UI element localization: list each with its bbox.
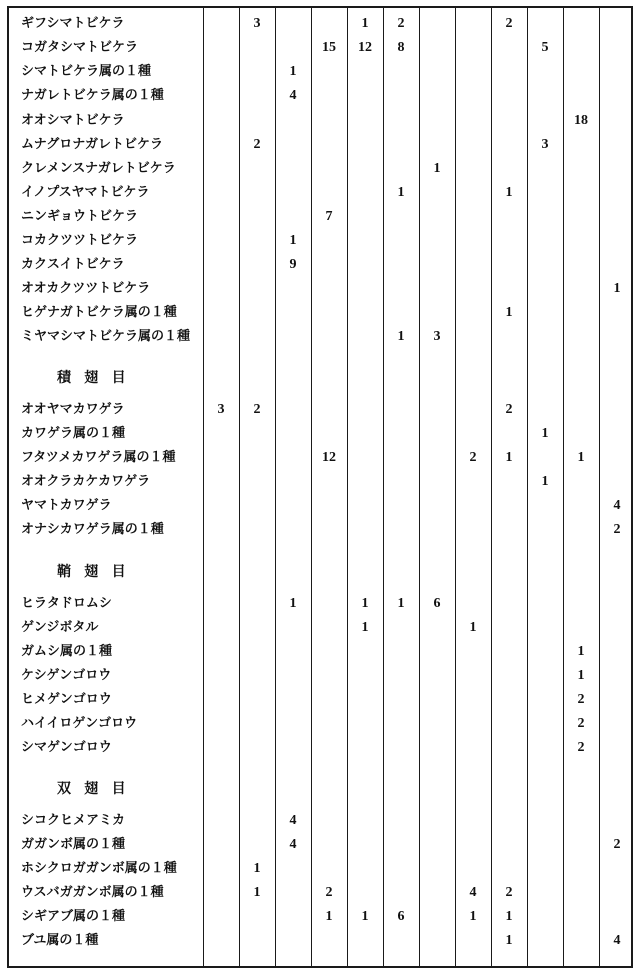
species-name: ハイイロゲンゴロウ [21,716,138,731]
count-cell: 6 [433,596,441,611]
count-cell: 4 [613,498,621,513]
table-row [9,424,631,444]
table-row [9,496,631,516]
count-cell: 1 [505,909,513,924]
order-heading-row [9,562,631,582]
count-cell: 1 [541,426,549,441]
count-cell: 1 [361,16,369,31]
species-name: ミヤマシマトビケラ属の１種 [21,329,191,344]
table-row [9,159,631,179]
table-row [9,690,631,710]
species-name: ニンギョウトビケラ [21,209,139,224]
species-name: オオヤマカワゲラ [21,402,125,417]
count-cell: 1 [289,64,297,79]
species-name: ウスバガガンボ属の１種 [21,885,164,900]
table-row [9,303,631,323]
table-row [9,255,631,275]
count-cell: 1 [289,233,297,248]
count-cell: 8 [397,40,405,55]
species-name: シギアブ属の１種 [21,909,126,924]
count-cell: 1 [577,450,585,465]
count-cell: 1 [361,620,369,635]
count-cell: 1 [577,668,585,683]
table-row [9,183,631,203]
species-name: ギフシマトビケラ [21,16,125,31]
count-cell: 3 [433,329,441,344]
count-cell: 2 [253,402,261,417]
count-cell: 1 [397,329,405,344]
count-cell: 2 [469,450,477,465]
count-cell: 1 [505,450,513,465]
species-name: ケシゲンゴロウ [21,668,112,683]
species-name: シマトビケラ属の１種 [21,64,152,79]
count-cell: 2 [325,885,333,900]
count-cell: 1 [613,281,621,296]
species-name: ガガンボ属の１種 [21,837,126,852]
table-row [9,327,631,347]
table-row [9,400,631,420]
count-cell: 2 [505,402,513,417]
species-name: ヒゲナガトビケラ属の１種 [21,305,177,320]
count-cell: 6 [397,909,405,924]
species-name: オオカクツツトビケラ [21,281,151,296]
count-cell: 2 [577,692,585,707]
count-cell: 1 [361,909,369,924]
count-cell: 1 [397,596,405,611]
table-row [9,594,631,614]
species-name: ブユ属の１種 [21,933,99,948]
count-cell: 2 [577,740,585,755]
table-row [9,448,631,468]
species-name: オナシカワゲラ属の１種 [21,522,164,537]
count-cell: 4 [289,813,297,828]
table-row [9,472,631,492]
table-row [9,835,631,855]
count-cell: 2 [613,522,621,537]
count-cell: 1 [469,620,477,635]
order-heading-row [9,779,631,799]
count-cell: 12 [358,40,372,55]
count-cell: 5 [541,40,549,55]
table-row [9,642,631,662]
table-row [9,714,631,734]
table-row [9,86,631,106]
species-name: カワゲラ属の１種 [21,426,126,441]
count-cell: 15 [322,40,336,55]
count-cell: 9 [289,257,297,272]
table-row [9,279,631,299]
species-name: ヤマトカワゲラ [21,498,112,513]
count-cell: 1 [469,909,477,924]
order-heading: 鞘翅目 [57,564,139,580]
species-name: オオクラカケカワゲラ [21,474,151,489]
species-name: ホシクロガガンボ属の１種 [21,861,177,876]
count-cell: 18 [574,113,588,128]
count-cell: 1 [325,909,333,924]
species-name: フタツメカワゲラ属の１種 [21,450,176,465]
count-cell: 2 [505,885,513,900]
species-count-table [7,6,633,968]
species-name: クレメンスナガレトビケラ [21,161,176,176]
table-row [9,62,631,82]
order-heading: 積翅目 [57,370,139,386]
count-cell: 2 [505,16,513,31]
species-name: オオシマトビケラ [21,113,125,128]
count-cell: 4 [289,837,297,852]
count-cell: 2 [577,716,585,731]
table-row [9,231,631,251]
table-row [9,14,631,34]
count-cell: 4 [289,88,297,103]
table-row [9,811,631,831]
species-name: シコクヒメアミカ [21,813,126,828]
count-cell: 1 [541,474,549,489]
table-row [9,859,631,879]
species-name: ガムシ属の１種 [21,644,113,659]
species-name: カクスイトビケラ [21,257,125,272]
count-cell: 1 [505,185,513,200]
table-row [9,883,631,903]
count-cell: 3 [253,16,261,31]
count-cell: 3 [541,137,549,152]
species-name: ヒメゲンゴロウ [21,692,112,707]
count-cell: 1 [505,305,513,320]
species-name: コカクツツトビケラ [21,233,139,248]
table-row [9,738,631,758]
species-name: ナガレトビケラ属の１種 [21,88,164,103]
table-row [9,618,631,638]
species-name: ヒラタドロムシ [21,596,112,611]
table-row [9,931,631,951]
species-name: シマゲンゴロウ [21,740,112,755]
count-cell: 1 [253,861,261,876]
table-row [9,520,631,540]
table-row [9,907,631,927]
count-cell: 1 [397,185,405,200]
species-name: ムナグロナガレトビケラ [21,137,163,152]
table-row [9,135,631,155]
count-cell: 2 [397,16,405,31]
count-cell: 2 [613,837,621,852]
table-row [9,207,631,227]
order-heading: 双翅目 [57,781,139,797]
species-name: コガタシマトビケラ [21,40,139,55]
order-heading-row [9,368,631,388]
count-cell: 1 [433,161,441,176]
species-name: ゲンジボタル [21,620,99,635]
count-cell: 1 [253,885,261,900]
count-cell: 4 [469,885,477,900]
count-cell: 4 [613,933,621,948]
count-cell: 3 [217,402,225,417]
count-cell: 2 [253,137,261,152]
count-cell: 7 [325,209,333,224]
count-cell: 1 [577,644,585,659]
table-row [9,666,631,686]
species-name: イノプスヤマトビケラ [21,185,150,200]
table-row [9,38,631,58]
count-cell: 1 [505,933,513,948]
count-cell: 1 [361,596,369,611]
table-row [9,111,631,131]
count-cell: 12 [322,450,336,465]
count-cell: 1 [289,596,297,611]
